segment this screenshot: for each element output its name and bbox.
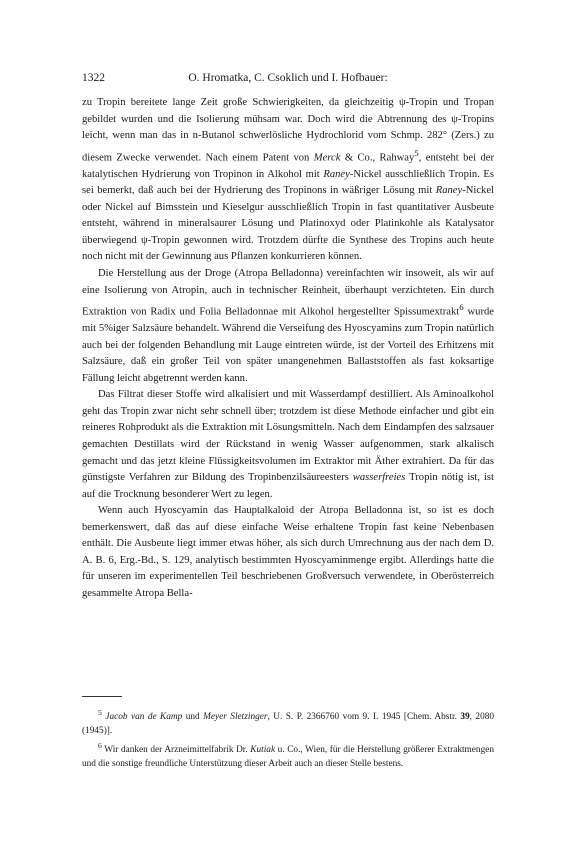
text-run: Tropin nötig ist, ist auf die Trocknung besonderer Wert zu legen. [82, 472, 494, 500]
text-run: -Nickel oder Nickel auf Bimsstein und Kieselgur ausschließlich Tropin in fast quantitativer Ausbeute entsteht, während in mineralsaurer Lösung und Platinoxyd oder Platinkohle als Katalysator überwiegend ψ-Tropin gewonnen wird. Trotzdem dürfte die Synthese des Tropins auch heute noch nicht mit der Gewinnung aus Pflanzen konkurrieren können. [82, 185, 494, 263]
body-text [82, 95, 494, 602]
volume-number: 39 [460, 712, 470, 723]
running-head: O. Hromatka, C. Csoklich und I. Hofbauer: [188, 72, 388, 84]
paragraph-3 [82, 387, 494, 503]
footnote-mark: 6 [98, 740, 102, 750]
footnote-rule [82, 696, 122, 697]
page-header [82, 71, 494, 85]
author-name: Raney [435, 185, 463, 197]
footnote-ref: 5 [414, 147, 419, 158]
text-run: wurde mit 5%iger Salzsäure behandelt. Während die Verseifung des Hyoscyamins zum Tropin natürlich auch bei der folgenden Behandlung mit Lauge eintreten würde, ist der Vorteil des Erhitzens mit Salzsäure, daß ein großer Teil von später unangenehmen Ballaststoffen als fast koksartige Fällung leicht abgetrennt werden kann. [82, 306, 494, 384]
author-name: Meyer Sletzinger [203, 712, 268, 723]
text-run: zu Tropin bereitete lange Zeit große Schwierigkeiten, da gleichzeitig ψ-Tropin und Tropan gebildet wurden und die Isolierung mühsam war. Doch wird die Abtrennung des ψ-Tropins leicht, wenn man das in n-Butanol schwerlösliche Hydrochlorid vom Schmp. 282° (Zers.) zu diesem Zwecke verwendet. Nach einem Patent von [82, 97, 494, 164]
text-run: , U. S. P. 2366760 vom 9. I. 1945 [Chem. Abstr. [267, 712, 461, 723]
author-name: Jacob van de Kamp [105, 712, 183, 723]
footnote-mark: 5 [98, 708, 102, 717]
text-run: Wenn auch Hyoscyamin das Hauptalkaloid der Atropa Belladonna ist, so ist es doch bemerkenswert, daß das auf diese einfache Weise erhaltene Tropin fast keine Nebenbasen enthält. Die Ausbeute liegt immer etwas höher, als sich durch Umrechnung aus der nach dem D. A. B. 6, Erg.-Bd., S. 129, analytisch bestimmten Hyoscyaminmenge ergibt. Allerdings hatte die für unseren im experimentellen Teil beschriebenen Großversuch verwendete, in Oberösterreich gesammelte Atropa Bella- [82, 505, 494, 599]
text-run: Wir danken der Arzneimittelfabrik Dr. [101, 744, 251, 755]
text-run: -Nickel ausschließlich Tropin. Es sei bemerkt, daß auch bei der Hydrierung des Tropinons in wäßriger Lösung mit [82, 168, 494, 197]
text-run: & Co., Rahway [340, 152, 415, 164]
text-run: , entsteht bei der katalytischen Hydrierung von Tropinon in Alkohol mit [82, 152, 494, 180]
paragraph-4 [82, 503, 494, 602]
footnotes [82, 706, 494, 771]
text-run: Die Herstellung aus der Droge (Atropa Belladonna) vereinfachten wir insoweit, als wir auf eine Isolierung von Atropin, auch in technischer Reinheit, überhaupt verzichteten. Ein durch Extraktion von Radix und Folia Belladonnae mit Alkohol hergestellter Spissumextrakt [82, 268, 494, 318]
paragraph-2 [82, 266, 494, 387]
paragraph-1 [82, 95, 494, 266]
footnote-5 [82, 706, 494, 739]
company-name: Kutiak [250, 744, 276, 755]
author-name: Raney [323, 168, 350, 180]
text-run: und [182, 712, 204, 723]
emphasis: wasserfreies [352, 472, 406, 484]
text-run: Das Filtrat dieser Stoffe wird alkalisiert und mit Wasserdampf destilliert. Als Aminoalkohol geht das Tropin zwar nicht sehr schnell über; trotzdem ist diese Methode einfacher und gibt ein reineres Rohprodukt als die Extraktion mit Lösungsmitteln. Nach dem Eindampfen des salzsauer gemachten Destillats wird der Rückstand in wenig Wasser aufgenommen, stark alkalisch gemacht und das jetzt kleine Flüssigkeitsvolumen im Extraktor mit Äther extrahiert. Da für das günstigste Verfahren zur Bildung des Tropinbenzilsäureesters [82, 389, 494, 484]
text-run: u. Co., Wien, für die Herstellung größerer Extraktmengen und die sonstige freundliche Unterstützung dieser Arbeit auch an dieser Stelle bestens. [82, 744, 494, 770]
footnote-6 [82, 739, 494, 772]
author-name: Merck [313, 152, 341, 164]
footnote-ref: 6 [459, 302, 464, 313]
page-number: 1322 [82, 72, 105, 84]
text-run: , 2080 (1945)]. [82, 712, 495, 737]
